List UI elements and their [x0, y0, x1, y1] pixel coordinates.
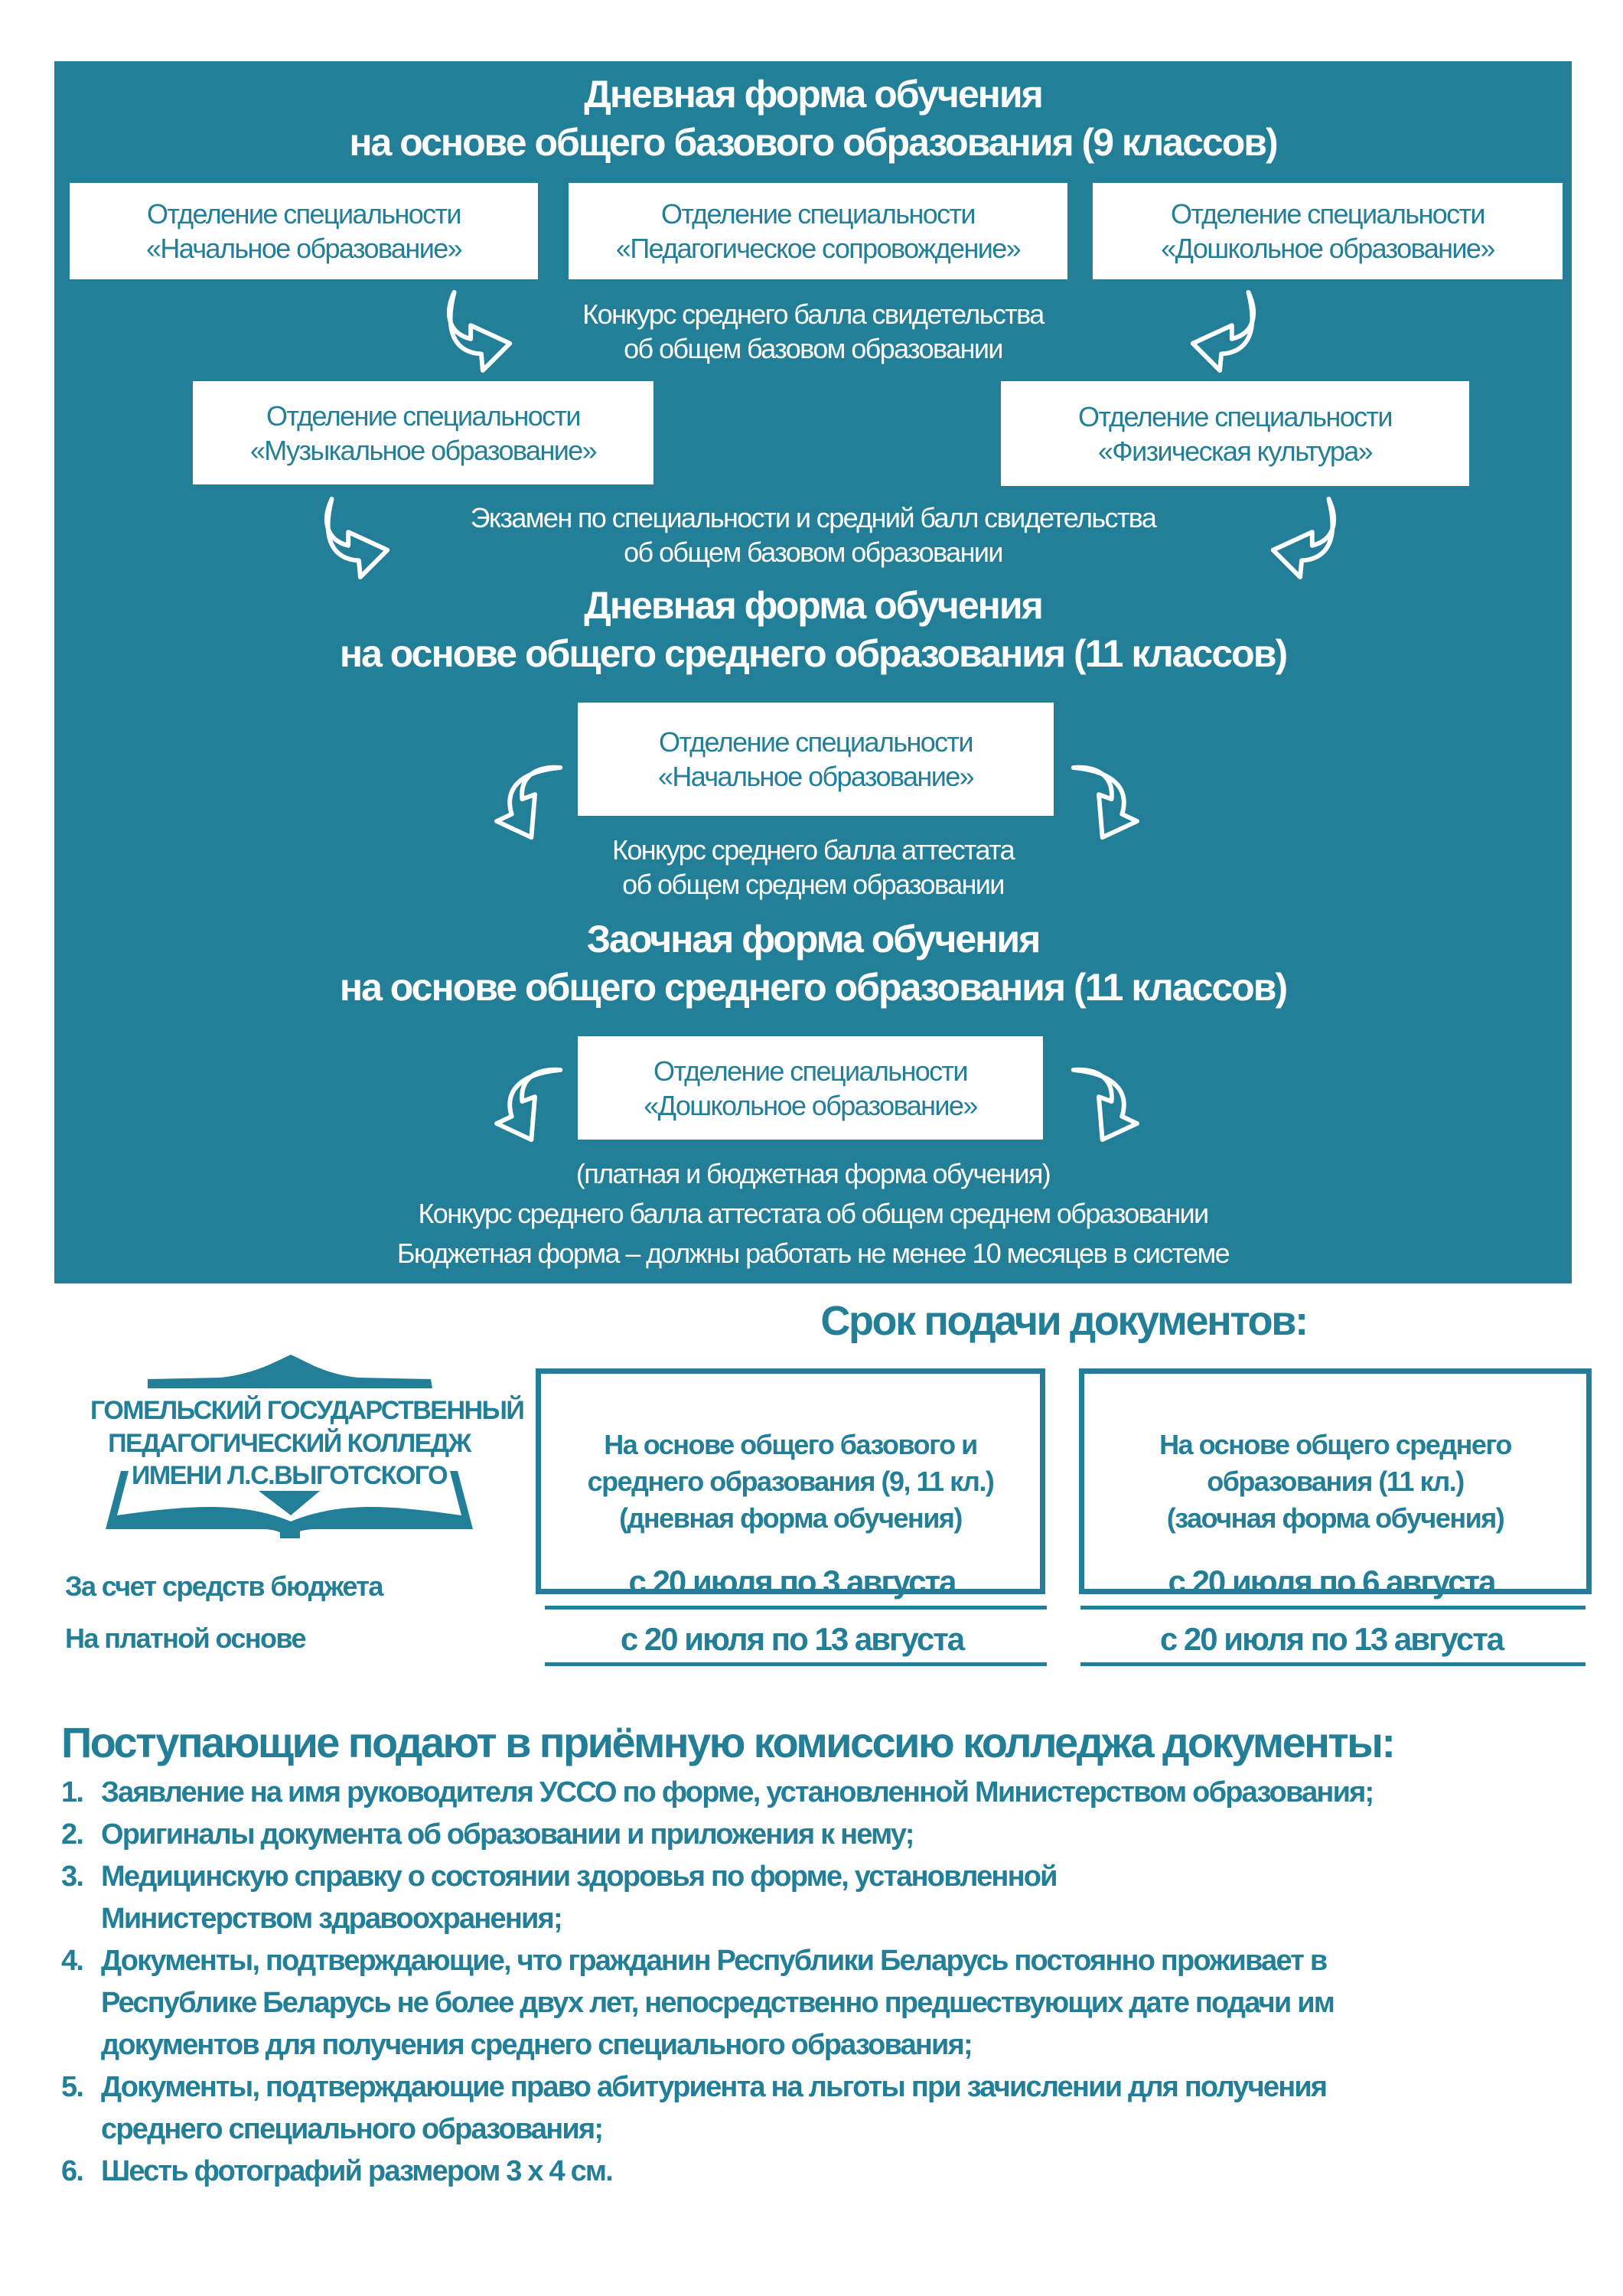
criterion-line: об общем среднем образовании [622, 869, 1004, 900]
college-name [90, 1394, 524, 1492]
college-name-line: ИМЕНИ Л.С.ВЫГОТСКОГО [131, 1461, 448, 1490]
criterion-3 [54, 833, 1572, 902]
document-item-line: Оригиналы документа об образовании и приложения к нему; [101, 1818, 914, 1851]
dept-box-primary-education-11 [578, 703, 1054, 816]
document-item [61, 1772, 1592, 1814]
document-item [61, 1940, 1592, 2066]
document-item-number: 6. [61, 2155, 83, 2188]
document-item-text [101, 1856, 1057, 1940]
document-item-number: 5. [61, 2071, 83, 2104]
dept-box-specialty: «Дошкольное образование» [644, 1089, 977, 1121]
documents-title: Поступающие подают в приёмную комиссию колледжа документы: [61, 1718, 1394, 1766]
document-item-number: 1. [61, 1776, 83, 1809]
document-item-text [101, 2066, 1326, 2151]
note-line: Бюджетная форма – должны работать не менее 10 месяцев в системе [396, 1238, 1230, 1269]
criterion-2 [54, 501, 1572, 569]
dept-box-pedagogical-support [569, 183, 1067, 279]
criterion-line: Конкурс среднего балла свидетельства [582, 298, 1044, 330]
underline [1080, 1606, 1586, 1609]
dept-box-label: Отделение специальности [1078, 400, 1392, 432]
row-label-paid: На платной основе [65, 1623, 305, 1654]
column-header-line: (заочная форма обучения) [1166, 1502, 1504, 1534]
document-item-number: 4. [61, 1945, 83, 1978]
section1-title [54, 70, 1572, 166]
college-logo [90, 1355, 524, 1538]
dept-box-specialty: «Физическая культура» [1097, 435, 1373, 467]
dept-box-specialty: «Педагогическое сопровождение» [615, 233, 1021, 264]
document-item-line: Медицинскую справку о состоянии здоровья по форме, установленной [101, 1861, 1057, 1893]
document-item [61, 2151, 1592, 2193]
document-item-text [101, 1772, 1373, 1814]
document-item-text [101, 1940, 1334, 2066]
deadline-paid-day: с 20 июля по 13 августа [620, 1621, 964, 1657]
documents-list [61, 1772, 1592, 2193]
dept-box-label: Отделение специальности [659, 726, 973, 758]
dept-box-preschool-education-correspondence [578, 1036, 1043, 1140]
row-label-budget: За счет средств бюджета [65, 1570, 383, 1602]
section1-title-line2: на основе общего базового образования (9 классов) [349, 120, 1277, 164]
college-name-line: ПЕДАГОГИЧЕСКИЙ КОЛЛЕДЖ [108, 1428, 471, 1458]
dept-box-specialty: «Начальное образование» [145, 233, 462, 264]
underline [545, 1606, 1047, 1609]
section3-title-line2: на основе общего среднего образования (11 классов) [339, 965, 1287, 1009]
document-item-line: Документы, подтверждающие, что гражданин Республики Беларусь постоянно проживает в [101, 1945, 1327, 1978]
document-item-line: Министерством здравоохранения; [101, 1903, 562, 1936]
deadline-column-header-day [536, 1368, 1045, 1594]
criterion-1 [54, 297, 1572, 366]
section2-title [54, 582, 1572, 677]
document-item-line: Шесть фотографий размером 3 х 4 см. [101, 2155, 612, 2188]
dept-box-specialty: «Начальное образование» [657, 761, 974, 792]
document-item-text [101, 2151, 612, 2193]
document-item-line: Заявление на имя руководителя УССО по форме, установленной Министерством образования; [101, 1776, 1374, 1809]
dept-box-music-education [193, 381, 653, 484]
note-line: Конкурс среднего балла аттестата об общем среднем образовании [418, 1198, 1208, 1229]
criterion-line: Конкурс среднего балла аттестата [611, 834, 1015, 866]
document-item-line: Республике Беларусь не более двух лет, непосредственно предшествующих дате подачи им [101, 1987, 1335, 2020]
college-name-line: ГОМЕЛЬСКИЙ ГОСУДАРСТВЕННЫЙ [90, 1396, 524, 1425]
deadline-budget-day: с 20 июля по 3 августа [628, 1564, 956, 1600]
dept-box-physical-culture [1001, 381, 1469, 486]
criterion-line: Экзамен по специальности и средний балл свидетельства [470, 502, 1156, 533]
documents-section [61, 1718, 1592, 2193]
dept-box-label: Отделение специальности [147, 198, 461, 230]
document-item [61, 1856, 1592, 1940]
document-item-line: среднего специального образования; [101, 2113, 603, 2146]
dept-box-primary-education [70, 183, 538, 279]
document-item [61, 1814, 1592, 1856]
dept-box-label: Отделение специальности [266, 400, 580, 432]
document-item-number: 3. [61, 1861, 83, 1893]
column-header-line: На основе общего среднего [1159, 1428, 1511, 1460]
column-header-line: (дневная форма обучения) [619, 1502, 962, 1534]
dept-box-label: Отделение специальности [1171, 198, 1484, 230]
section3-title [54, 915, 1572, 1011]
dept-box-label: Отделение специальности [661, 198, 975, 230]
dept-box-label: Отделение специальности [653, 1055, 967, 1087]
document-item-line: Документы, подтверждающие право абитуриента на льготы при зачислении для получения [101, 2071, 1327, 2104]
criterion-line: об общем базовом образовании [624, 333, 1002, 364]
document-item-text [101, 1814, 914, 1856]
section2-title-line2: на основе общего среднего образования (11 классов) [339, 631, 1287, 675]
underline [545, 1662, 1047, 1666]
section2-title-line1: Дневная форма обучения [584, 584, 1042, 627]
criterion-line: об общем базовом образовании [624, 536, 1002, 568]
column-header-line: среднего образования (9, 11 кл.) [587, 1465, 994, 1497]
section3-title-line1: Заочная форма обучения [586, 918, 1040, 960]
deadline-budget-correspondence: с 20 июля по 6 августа [1168, 1564, 1495, 1600]
document-item [61, 2066, 1592, 2151]
section1-title-line1: Дневная форма обучения [584, 73, 1042, 116]
document-item-line: документов для получения среднего специального образования; [101, 2029, 972, 2062]
dept-box-preschool-education [1093, 183, 1563, 279]
column-header-line: образования (11 кл.) [1207, 1465, 1464, 1497]
deadlines-title: Срок подачи документов: [820, 1298, 1307, 1344]
dept-box-specialty: «Дошкольное образование» [1161, 233, 1494, 264]
note-line: (платная и бюджетная форма обучения) [575, 1158, 1051, 1189]
correspondence-notes [54, 1154, 1572, 1274]
deadline-column-header-correspondence [1079, 1368, 1592, 1594]
document-item-number: 2. [61, 1818, 83, 1851]
column-header-line: На основе общего базового и [604, 1428, 977, 1460]
underline [1080, 1662, 1586, 1666]
deadline-paid-correspondence: с 20 июля по 13 августа [1159, 1621, 1504, 1657]
dept-box-specialty: «Музыкальное образование» [249, 434, 597, 466]
